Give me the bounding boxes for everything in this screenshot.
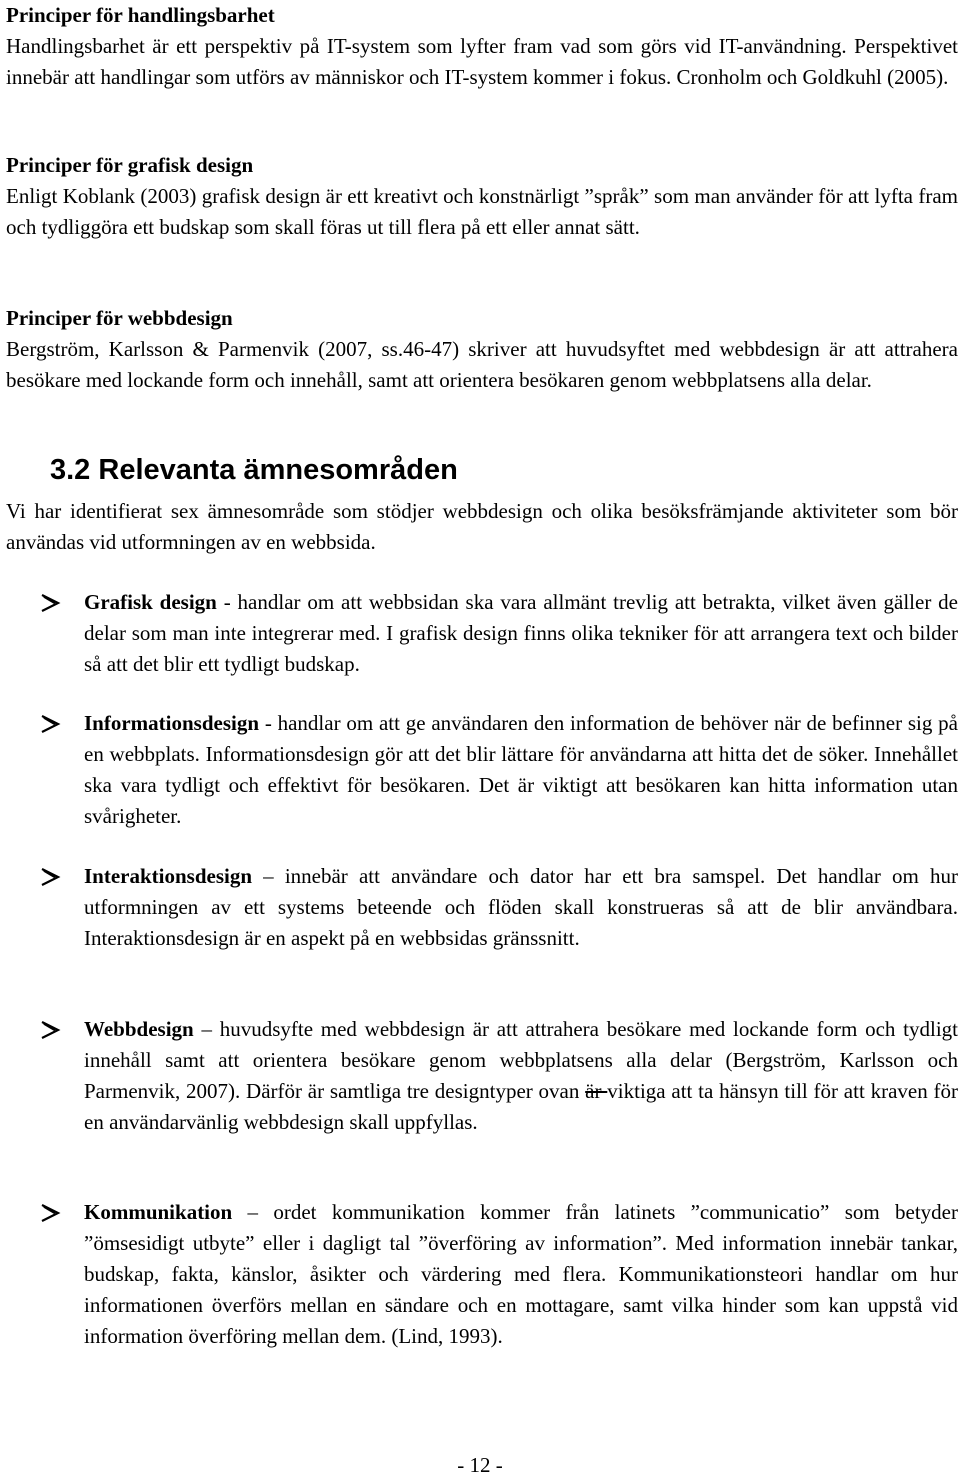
- bullet-webbdesign: [6, 1014, 958, 1138]
- subsection-intro: [6, 496, 958, 558]
- bullet-text: [84, 708, 958, 832]
- bullet-grafisk-design: [6, 587, 958, 680]
- subsection-heading: [50, 450, 458, 490]
- bullet-interaktionsdesign: [6, 861, 958, 954]
- bullet-term: Interaktionsdesign: [84, 864, 253, 888]
- arrowhead-bullet-icon: [38, 587, 66, 618]
- section-paragraph: Handlingsbarhet är ett perspektiv på IT-system som lyfter fram vad som görs vid IT-användning. Perspektivet innebär att handlingar som utförs av människor och IT-system kommer i fokus. Cronholm och Goldkuhl (2005).: [6, 34, 958, 89]
- bullet-description: - handlar om att webbsidan ska vara allmänt trevlig att betrakta, vilket även gäller de delar som man inte integrerar med. I grafisk design finns olika tekniker för att arrangera text och bilder så att det blir ett tydligt budskap.: [84, 590, 958, 676]
- intro-paragraph: Vi har identifierat sex ämnesområde som stödjer webbdesign och olika besöksfrämjande aktiviteter som bör användas vid utformningen av en webbsida.: [6, 499, 958, 554]
- section-heading: Principer för grafisk design: [6, 153, 254, 177]
- subsection-title: Relevanta ämnesområden: [98, 454, 458, 486]
- arrowhead-bullet-icon: [38, 708, 66, 739]
- section-webbdesign: [6, 303, 958, 396]
- bullet-text: [84, 1014, 958, 1138]
- section-paragraph: Bergström, Karlsson & Parmenvik (2007, ss.46-47) skriver att huvudsyftet med webbdesign är att attrahera besökare med lockande form och innehåll, samt att orientera besökaren genom webbplatsens alla delar.: [6, 337, 958, 392]
- subsection-number: 3.2: [50, 454, 91, 486]
- bullet-informationsdesign: [6, 708, 958, 832]
- bullet-description: – ordet kommunikation kommer från latinets ”communicatio” som betyder ”ömsesidigt utbyte” eller i dagligt tal ”överföring av information”. Med information innebär tankar, budskap, fakta, känslor, åsikter och värdering med flera. Kommunikationsteori handlar om hur informationen överförs mellan en sändare och en mottagare, samt vilka hinder som kan uppstå vid information överföring mellan dem. (Lind, 1993).: [84, 1200, 958, 1348]
- bullet-text: [84, 587, 958, 680]
- section-handlingsbarhet: [6, 0, 958, 93]
- bullet-term: Webbdesign: [84, 1017, 194, 1041]
- bullet-kommunikation: [6, 1197, 958, 1352]
- bullet-text: [84, 1197, 958, 1352]
- arrowhead-bullet-icon: [38, 861, 66, 892]
- section-paragraph: Enligt Koblank (2003) grafisk design är ett kreativt och konstnärligt ”språk” som man använder för att lyfta fram och tydliggöra ett budskap som skall föras ut till flera på ett eller annat sätt.: [6, 184, 958, 239]
- bullet-text: [84, 861, 958, 954]
- section-heading: Principer för handlingsbarhet: [6, 3, 275, 27]
- arrowhead-bullet-icon: [38, 1014, 66, 1045]
- section-heading: Principer för webbdesign: [6, 306, 233, 330]
- page-number: - 12 -: [457, 1453, 503, 1477]
- section-grafisk-design: [6, 150, 958, 243]
- bullet-term: Grafisk design: [84, 590, 217, 614]
- bullet-term: Kommunikation: [84, 1200, 233, 1224]
- bullet-term: Informationsdesign: [84, 711, 260, 735]
- arrowhead-bullet-icon: [38, 1197, 66, 1228]
- struck-word: är: [585, 1079, 608, 1103]
- bullet-description: – innebär att användare och dator har ett bra samspel. Det handlar om hur utformningen av ett systems beteende och flöden skall konstrueras så att de blir användbara. Interaktionsdesign är en aspekt på en webbsidas gränssnitt.: [84, 864, 958, 950]
- bullet-description: – huvudsyfte med webbdesign är att attrahera besökare med lockande form och tydligt innehåll samt att orientera besökare genom webbplatsens alla delar (Bergström, Karlsson och Parmenvik, 2007). Därför är samtliga tre designtyper ovan: [84, 1017, 958, 1103]
- bullet-description-cont: viktiga att ta hänsyn till för att kraven för en användarvänlig webbdesign skall uppfyllas.: [84, 1079, 958, 1134]
- bullet-description: - handlar om att ge användaren den information de behöver när de befinner sig på en webbplats. Informationsdesign gör att det blir lättare för användarna att hitta det de söker. Innehållet ska vara tydligt och effektivt för besökaren. Det är viktigt att besökaren kan hitta information utan svårigheter.: [84, 711, 958, 828]
